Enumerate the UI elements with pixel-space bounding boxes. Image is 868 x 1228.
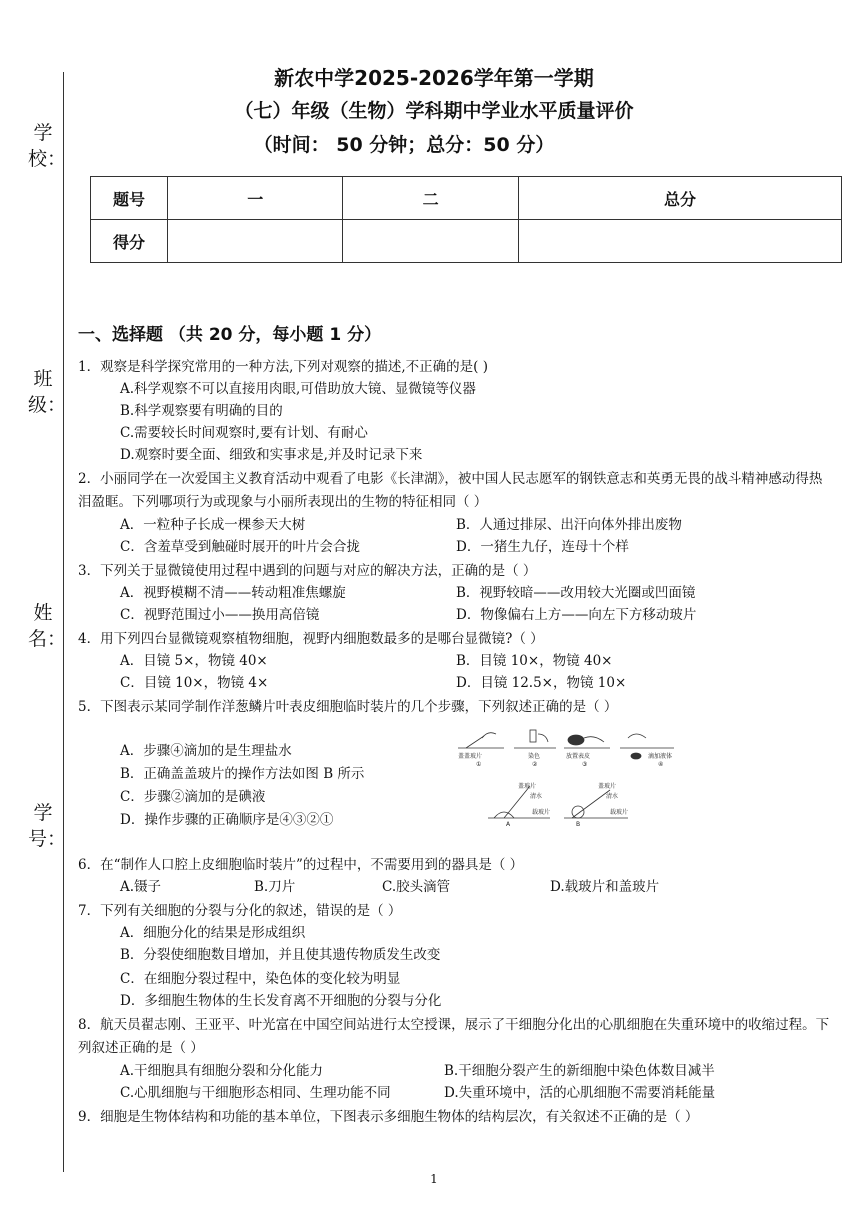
- row-head-score: 得分: [91, 220, 168, 263]
- option-c: C．含羞草受到触碰时展开的叶片会合拢: [120, 539, 360, 555]
- option-a: A．目镜 5×，物镜 40×: [120, 653, 268, 669]
- label-slide-b: 载玻片: [610, 809, 629, 816]
- step-cover-slip-illustration: [458, 733, 504, 748]
- option-a: A.镊子: [120, 879, 162, 895]
- label-water-b: 清水: [606, 793, 619, 800]
- option-d: D.失重环境中，活的心肌细胞不需要消耗能量: [444, 1085, 716, 1101]
- section-heading: 一、选择题 （共 20 分，每小题 1 分）: [78, 325, 382, 345]
- question-stem: 1．观察是科学探究常用的一种方法,下列对观察的描述,不正确的是( ): [78, 359, 488, 375]
- option-c: C.需要较长时间观察时,要有计划、有耐心: [120, 425, 368, 441]
- col-total: 总分: [518, 177, 841, 220]
- school-label: 学校：: [28, 122, 67, 170]
- question-stem: 5．下图表示某同学制作洋葱鳞片叶表皮细胞临时装片的几个步骤，下列叙述正确的是（ ）: [78, 699, 618, 715]
- label-cover-slip-a: 盖玻片: [518, 783, 537, 790]
- option-c: C．步骤②滴加的是碘液: [120, 789, 266, 805]
- row-head-number: 题号: [91, 177, 168, 220]
- binding-line: [63, 72, 64, 1172]
- question-stem: 9．细胞是生物体结构和功能的基本单位，下图表示多细胞生物体的结构层次，有关叙述不正确的是（ ）: [78, 1109, 699, 1125]
- question-stem: 2．小丽同学在一次爱国主义教育活动中观看了电影《长津湖》，被中国人民志愿军的钢铁意志和英勇无畏的战斗精神感动得热泪盈眶。下列哪项行为或现象与小丽所表现出的生物的特征相同（ ）: [78, 471, 823, 510]
- option-c: C.胶头滴管: [382, 879, 451, 895]
- step3-number: ③: [582, 761, 588, 768]
- question-stem: 4．用下列四台显微镜观察植物细胞，视野内细胞数最多的是哪台显微镜?（ ）: [78, 631, 544, 647]
- exam-subtitle: （七）年级（生物）学科期中学业水平质量评价: [234, 100, 634, 122]
- col-part-2: 二: [343, 177, 518, 220]
- option-b: B．分裂使细胞数目增加，并且使其遗传物质发生改变: [120, 947, 441, 963]
- label-slide-a: 载玻片: [532, 809, 551, 816]
- option-b: B.科学观察要有明确的目的: [120, 403, 283, 419]
- question-stem: 3．下列关于显微镜使用过程中遇到的问题与对应的解决方法，正确的是（ ）: [78, 563, 537, 579]
- step4-label: 滴加液体: [648, 753, 673, 760]
- col-part-1: 一: [168, 177, 343, 220]
- option-d: D.观察时要全面、细致和实事求是,并及时记录下来: [120, 447, 423, 463]
- option-b: B.干细胞分裂产生的新细胞中染色体数目减半: [444, 1063, 715, 1079]
- page-number: 1: [430, 1172, 438, 1186]
- step2-number: ②: [532, 761, 538, 768]
- option-b: B．目镜 10×，物镜 40×: [456, 653, 613, 669]
- label-cover-slip-b: 盖玻片: [598, 783, 617, 790]
- option-a: A.干细胞具有细胞分裂和分化能力: [120, 1063, 324, 1079]
- score-table: [90, 176, 842, 263]
- question-stem: 6．在“制作人口腔上皮细胞临时装片”的过程中，不需要用到的器具是（ ）: [78, 857, 524, 873]
- option-c: C．视野范围过小——换用高倍镜: [120, 607, 320, 623]
- option-c: C．目镜 10×，物镜 4×: [120, 675, 269, 691]
- label-water-a: 清水: [530, 793, 543, 800]
- number-label: 学号：: [28, 802, 67, 850]
- option-d: D．一猪生九仔，连母十个样: [456, 539, 629, 555]
- option-d: D.载玻片和盖玻片: [550, 879, 660, 895]
- exam-title: 新农中学2025-2026学年第一学期: [274, 66, 594, 90]
- option-d: D．操作步骤的正确顺序是④③②①: [120, 812, 334, 828]
- option-b: B．正确盖盖玻片的操作方法如图 B 所示: [120, 766, 365, 782]
- option-c: C.心肌细胞与干细胞形态相同、生理功能不同: [120, 1085, 391, 1101]
- figure-b-label: B: [576, 821, 581, 826]
- score-cell-1[interactable]: [168, 220, 343, 263]
- option-d: D．物像偏右上方——向左下方移动玻片: [456, 607, 697, 623]
- step-place-epidermis-illustration: [564, 735, 610, 748]
- option-d: D．目镜 12.5×，物镜 10×: [456, 675, 627, 691]
- option-c: C．在细胞分裂过程中，染色体的变化较为明显: [120, 971, 401, 987]
- score-cell-2[interactable]: [343, 220, 518, 263]
- option-a: A．一粒种子长成一棵参天大树: [120, 517, 306, 533]
- question-stem: 7．下列有关细胞的分裂与分化的叙述，错误的是（ ）: [78, 903, 402, 919]
- option-d: D．多细胞生物体的生长发育离不开细胞的分裂与分化: [120, 993, 442, 1009]
- option-b: B.刀片: [254, 879, 296, 895]
- step4-number: ④: [658, 761, 664, 768]
- score-cell-total[interactable]: [518, 220, 841, 263]
- exam-time-score: （时间： 50 分钟；总分：50 分）: [253, 134, 555, 156]
- option-a: A．视野模糊不清——转动粗准焦螺旋: [120, 585, 346, 601]
- option-a: A.科学观察不可以直接用肉眼,可借助放大镜、显微镜等仪器: [120, 381, 476, 397]
- step1-label: 盖盖玻片: [458, 753, 483, 760]
- question-stem: 8．航天员翟志刚、王亚平、叶光富在中国空间站进行太空授课，展示了干细胞分化出的心肌细胞在失重环境中的收缩过程。下列叙述正确的是（ ）: [78, 1017, 830, 1056]
- figure-a-label: A: [506, 821, 511, 826]
- step3-label: 放置表皮: [566, 753, 591, 760]
- slide-preparation-figure: [452, 726, 688, 826]
- option-b: B．人通过排尿、出汗向体外排出废物: [456, 517, 682, 533]
- name-label: 姓名：: [28, 602, 67, 650]
- class-label: 班级：: [28, 368, 67, 416]
- step-stain-illustration: [514, 730, 556, 748]
- option-a: A．细胞分化的结果是形成组织: [120, 925, 306, 941]
- step1-number: ①: [476, 761, 482, 768]
- option-b: B．视野较暗——改用较大光圈或凹面镜: [456, 585, 696, 601]
- step2-label: 染色: [528, 753, 541, 760]
- option-a: A．步骤④滴加的是生理盐水: [120, 743, 292, 759]
